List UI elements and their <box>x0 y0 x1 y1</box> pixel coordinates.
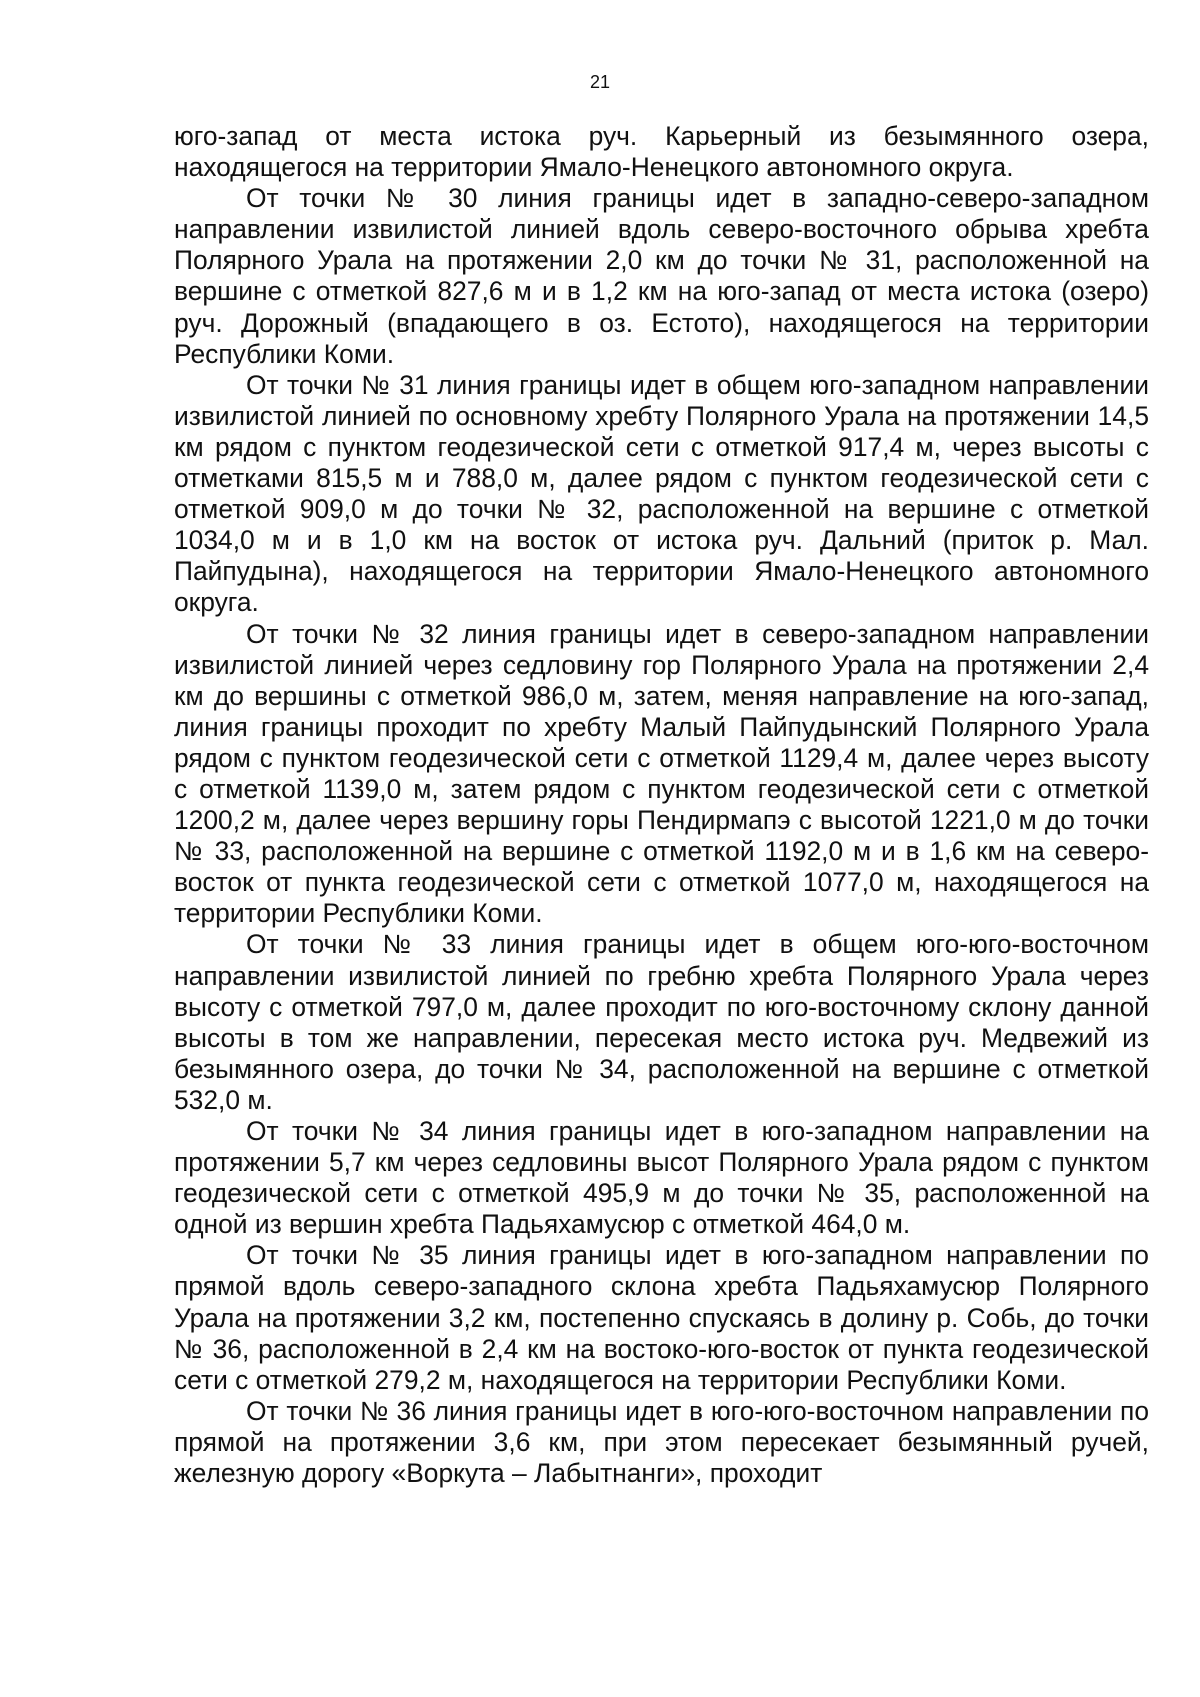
paragraph-point-33: От точки № 33 линия границы идет в общем юго-юго-восточном направлении извилистой линией по гребню хребта Полярного Урала через высоту с отметкой 797,0 м, далее проходит по юго-восточному склону данной высоты в том же направлении, пересекая место истока руч. Медвежий из безымянного озера, до точки № 34, расположенной на вершине с отметкой 532,0 м. <box>174 929 1149 1115</box>
paragraph-point-34: От точки № 34 линия границы идет в юго-западном направлении на протяжении 5,7 км через седловины высот Полярного Урала рядом с пунктом геодезической сети с отметкой 495,9 м до точки № 35, расположенной на одной из вершин хребта Падьяхамусюр с отметкой 464,0 м. <box>174 1116 1149 1240</box>
paragraph-point-31: От точки № 31 линия границы идет в общем юго-западном направлении извилистой линией по основному хребту Полярного Урала на протяжении 14,5 км рядом с пунктом геодезической сети с отметкой 917,4 м, через высоты с отметками 815,5 м и 788,0 м, далее рядом с пунктом геодезической сети с отметкой 909,0 м до точки № 32, расположенной на вершине с отметкой 1034,0 м и в 1,0 км на восток от истока руч. Дальний (приток р. Мал. Пайпудына), находящегося на территории Ямало-Ненецкого автономного округа. <box>174 369 1149 618</box>
paragraph-continued: юго-запад от места истока руч. Карьерный из безымянного озера, находящегося на территории Ямало-Ненецкого автономного округа. <box>174 121 1149 183</box>
page-number: 21 <box>589 72 611 92</box>
paragraph-point-36: От точки № 36 линия границы идет в юго-юго-восточном направлении по прямой на протяжении 3,6 км, при этом пересекает безымянный ручей, железную дорогу «Воркута – Лабытнанги», проходит <box>174 1395 1149 1489</box>
paragraph-point-35: От точки № 35 линия границы идет в юго-западном направлении по прямой вдоль северо-западного склона хребта Падьяхамусюр Полярного Урала на протяжении 3,2 км, постепенно спускаясь в долину р. Собь, до точки № 36, расположенной в 2,4 км на востоко-юго-восток от пункта геодезической сети с отметкой 279,2 м, находящегося на территории Республики Коми. <box>174 1240 1149 1395</box>
document-body <box>174 121 1149 1489</box>
paragraph-point-32: От точки № 32 линия границы идет в северо-западном направлении извилистой линией через седловину гор Полярного Урала на протяжении 2,4 км до вершины с отметкой 986,0 м, затем, меняя направление на юго-запад, линия границы проходит по хребту Малый Пайпудынский Полярного Урала рядом с пунктом геодезической сети с отметкой 1129,4 м, далее через высоту с отметкой 1139,0 м, затем рядом с пунктом геодезической сети с отметкой 1200,2 м, далее через вершину горы Пендирмапэ с высотой 1221,0 м до точки № 33, расположенной на вершине с отметкой 1192,0 м и в 1,6 км на северо-восток от пункта геодезической сети с отметкой 1077,0 м, находящегося на территории Республики Коми. <box>174 618 1149 929</box>
paragraph-point-30: От точки № 30 линия границы идет в западно-северо-западном направлении извилистой линией вдоль северо-восточного обрыва хребта Полярного Урала на протяжении 2,0 км до точки № 31, расположенной на вершине с отметкой 827,6 м и в 1,2 км на юго-запад от места истока (озеро) руч. Дорожный (впадающего в оз. Естото), находящегося на территории Республики Коми. <box>174 183 1149 369</box>
